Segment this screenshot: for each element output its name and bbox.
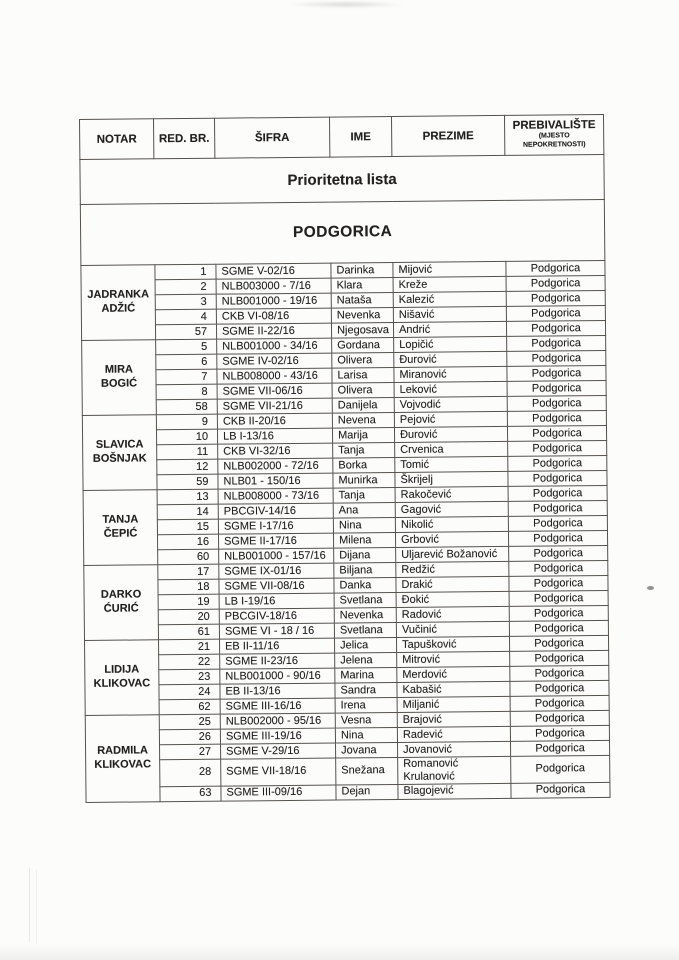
cell-mjesto: Podgorica	[508, 485, 607, 501]
cell-sifra: SGME III-16/16	[220, 698, 335, 714]
section-title: Prioritetna lista	[80, 154, 604, 204]
cell-mjesto: Podgorica	[510, 725, 609, 741]
cell-sifra: NLB001000 - 19/16	[216, 293, 331, 309]
cell-mjesto: Podgorica	[508, 470, 607, 486]
cell-mjesto: Podgorica	[509, 560, 608, 576]
notar-name-cell: MIRA BOGIĆ	[82, 340, 157, 416]
cell-sifra: SGME II-22/16	[216, 323, 331, 339]
cell-ime: Danka	[334, 577, 396, 593]
cell-mjesto: Podgorica	[509, 575, 608, 591]
cell-no: 9	[156, 414, 217, 430]
notar-name-cell: LIDIJA KLIKOVAC	[85, 640, 160, 716]
cell-prezime: Mijović	[393, 261, 506, 277]
cell-no: 8	[156, 384, 217, 400]
cell-prezime: Đokić	[396, 591, 509, 607]
cell-no: 7	[156, 369, 217, 385]
col-header-prezime: PREZIME	[391, 115, 504, 156]
col-header-sifra: ŠIFRA	[214, 117, 329, 158]
cell-mjesto: Podgorica	[509, 545, 608, 561]
cell-prezime: Kreže	[393, 276, 506, 292]
cell-ime: Gordana	[332, 337, 394, 353]
cell-sifra: NLB002000 - 95/16	[220, 713, 335, 729]
cell-mjesto: Podgorica	[509, 620, 608, 636]
cell-mjesto: Podgorica	[506, 290, 605, 306]
scan-artifact-smudge	[287, 1, 405, 8]
cell-no: 14	[157, 504, 218, 520]
cell-prezime: Uljarević Božanović	[396, 546, 509, 562]
cell-mjesto: Podgorica	[508, 455, 607, 471]
cell-ime: Jovana	[336, 742, 398, 758]
cell-prezime: Romanović Krulanović	[398, 756, 511, 784]
cell-no: 26	[159, 729, 220, 745]
cell-sifra: CKB VI-08/16	[216, 308, 331, 324]
cell-ime: Jelena	[335, 652, 397, 668]
cell-ime: Tanja	[333, 487, 395, 503]
cell-prezime: Mitrović	[397, 651, 510, 667]
cell-mjesto: Podgorica	[509, 590, 608, 606]
col-header-prebivaliste-subtitle: (MJESTO NEPOKRETNOSTI)	[522, 132, 586, 149]
cell-prezime: Rakočević	[395, 486, 508, 502]
cell-no: 58	[156, 399, 217, 415]
cell-ime: Irena	[335, 697, 397, 713]
cell-no: 63	[160, 786, 221, 802]
cell-ime: Nevenka	[331, 307, 393, 323]
cell-mjesto: Podgorica	[506, 320, 605, 336]
cell-mjesto: Podgorica	[508, 500, 607, 516]
cell-mjesto: Podgorica	[508, 530, 607, 546]
cell-sifra: CKB II-20/16	[217, 413, 332, 429]
cell-sifra: SGME I-17/16	[218, 518, 333, 534]
cell-no: 23	[159, 669, 220, 685]
cell-ime: Marija	[332, 427, 394, 443]
cell-mjesto: Podgorica	[506, 305, 605, 321]
scan-artifact-dot	[647, 586, 654, 590]
cell-no: 10	[156, 429, 217, 445]
cell-no: 22	[159, 654, 220, 670]
col-header-notar: NOTAR	[80, 119, 154, 160]
cell-no: 15	[157, 519, 218, 535]
cell-mjesto: Podgorica	[507, 335, 606, 351]
cell-mjesto: Podgorica	[507, 410, 606, 426]
cell-no: 57	[155, 324, 216, 340]
cell-ime: Borka	[333, 457, 395, 473]
cell-mjesto: Podgorica	[507, 380, 606, 396]
cell-prezime: Vojvodić	[394, 396, 507, 412]
cell-no: 5	[156, 339, 217, 355]
cell-prezime: Merdović	[397, 666, 510, 682]
cell-mjesto: Podgorica	[510, 680, 609, 696]
cell-mjesto: Podgorica	[507, 395, 606, 411]
cell-prezime: Đurović	[394, 351, 507, 367]
cell-mjesto: Podgorica	[507, 425, 606, 441]
cell-ime: Svetlana	[334, 622, 396, 638]
cell-prezime: Grbović	[395, 531, 508, 547]
cell-mjesto: Podgorica	[510, 740, 609, 756]
cell-ime: Jelica	[334, 637, 396, 653]
cell-prezime: Gagović	[395, 501, 508, 517]
cell-prezime: Đurović	[394, 426, 507, 442]
col-header-prebivaliste-title: PREBIVALIŠTE	[512, 119, 596, 133]
cell-no: 59	[157, 474, 218, 490]
table-header-row	[80, 114, 604, 159]
cell-no: 60	[158, 549, 219, 565]
cell-no: 61	[158, 624, 219, 640]
cell-prezime: Blagojević	[398, 783, 511, 799]
city-title-row	[80, 199, 605, 265]
cell-no: 11	[157, 444, 218, 460]
cell-mjesto: Podgorica	[510, 665, 609, 681]
cell-ime: Nina	[333, 517, 395, 533]
cell-sifra: CKB VI-32/16	[218, 443, 333, 459]
notar-name-cell: JADRANKA ADŽIĆ	[81, 265, 156, 341]
cell-mjesto: Podgorica	[508, 440, 607, 456]
cell-mjesto: Podgorica	[507, 350, 606, 366]
cell-sifra: LB I-13/16	[217, 428, 332, 444]
col-header-red-br: RED. BR.	[154, 118, 215, 159]
cell-mjesto: Podgorica	[511, 782, 610, 798]
cell-prezime: Andrić	[393, 321, 506, 337]
cell-mjesto: Podgorica	[507, 365, 606, 381]
cell-prezime: Kalezić	[393, 291, 506, 307]
cell-sifra: NLB008000 - 73/16	[218, 488, 333, 504]
notar-name-cell: SLAVICA BOŠNJAK	[82, 415, 157, 491]
cell-prezime: Miljanić	[397, 696, 510, 712]
cell-ime: Dijana	[334, 547, 396, 563]
cell-ime: Munirka	[333, 472, 395, 488]
cell-no: 24	[159, 684, 220, 700]
cell-sifra: SGME VI - 18 / 16	[219, 623, 334, 639]
cell-sifra: SGME VII-08/16	[219, 578, 334, 594]
cell-no: 27	[160, 744, 221, 760]
cell-sifra: LB I-19/16	[219, 593, 334, 609]
cell-sifra: EB II-11/16	[219, 638, 334, 654]
cell-ime: Darinka	[331, 262, 393, 278]
cell-sifra: NLB001000 - 34/16	[217, 338, 332, 354]
cell-ime: Larisa	[332, 367, 394, 383]
cell-prezime: Radović	[396, 606, 509, 622]
cell-prezime: Jovanović	[397, 741, 510, 757]
cell-sifra: SGME III-09/16	[221, 785, 336, 801]
table-body	[81, 260, 610, 802]
cell-ime: Sandra	[335, 682, 397, 698]
scan-edge-shadow	[0, 944, 679, 960]
notar-name-cell: TANJA ČEPIĆ	[83, 490, 158, 566]
notar-name-cell: DARKO ĆURIĆ	[84, 565, 159, 641]
cell-ime: Tanja	[333, 442, 395, 458]
cell-no: 16	[157, 534, 218, 550]
cell-sifra: SGME V-29/16	[221, 743, 336, 759]
cell-no: 62	[159, 699, 220, 715]
cell-no: 20	[158, 609, 219, 625]
cell-prezime: Tapušković	[396, 636, 509, 652]
cell-prezime: Tomić	[395, 456, 508, 472]
cell-prezime: Leković	[394, 381, 507, 397]
cell-prezime: Brajović	[397, 711, 510, 727]
cell-ime: Nevena	[332, 412, 394, 428]
cell-ime: Nataša	[331, 292, 393, 308]
cell-sifra: SGME V-02/16	[216, 263, 331, 279]
cell-sifra: NLB003000 - 7/16	[216, 278, 331, 294]
cell-mjesto: Podgorica	[510, 710, 609, 726]
cell-ime: Njegosava	[331, 322, 393, 338]
cell-no: 1	[155, 264, 216, 280]
cell-prezime: Vučinić	[396, 621, 509, 637]
cell-prezime: Miranović	[394, 366, 507, 382]
cell-ime: Nina	[335, 727, 397, 743]
cell-sifra: SGME VII-21/16	[217, 398, 332, 414]
cell-sifra: SGME VII-06/16	[217, 383, 332, 399]
cell-prezime: Škrijelj	[395, 471, 508, 487]
cell-sifra: SGME VII-18/16	[221, 758, 336, 786]
cell-no: 21	[159, 639, 220, 655]
priority-list-document	[79, 114, 611, 803]
cell-sifra: SGME II-23/16	[220, 653, 335, 669]
cell-no: 18	[158, 579, 219, 595]
cell-prezime: Lopičić	[394, 336, 507, 352]
priority-list-table	[79, 114, 611, 803]
cell-sifra: NLB01 - 150/16	[218, 473, 333, 489]
cell-ime: Olivera	[332, 382, 394, 398]
cell-prezime: Drakić	[396, 576, 509, 592]
cell-ime: Olivera	[332, 352, 394, 368]
cell-sifra: NLB001000 - 157/16	[219, 548, 334, 564]
cell-sifra: NLB002000 - 72/16	[218, 458, 333, 474]
cell-prezime: Kabašić	[397, 681, 510, 697]
scan-artifact-lines	[29, 868, 30, 942]
cell-sifra: SGME III-19/16	[220, 728, 335, 744]
cell-mjesto: Podgorica	[511, 755, 610, 783]
cell-mjesto: Podgorica	[509, 635, 608, 651]
cell-no: 25	[159, 714, 220, 730]
cell-mjesto: Podgorica	[510, 650, 609, 666]
cell-ime: Vesna	[335, 712, 397, 728]
cell-ime: Danijela	[332, 397, 394, 413]
city-title: PODGORICA	[80, 199, 605, 265]
cell-mjesto: Podgorica	[506, 275, 605, 291]
cell-prezime: Nikolić	[395, 516, 508, 532]
cell-no: 17	[158, 564, 219, 580]
cell-sifra: PBCGIV-18/16	[219, 608, 334, 624]
cell-no: 3	[155, 294, 216, 310]
cell-mjesto: Podgorica	[509, 605, 608, 621]
cell-sifra: PBCGIV-14/16	[218, 503, 333, 519]
cell-prezime: Pejović	[394, 411, 507, 427]
cell-sifra: SGME II-17/16	[218, 533, 333, 549]
cell-prezime: Crvenica	[395, 441, 508, 457]
cell-ime: Dejan	[336, 784, 398, 800]
cell-ime: Svetlana	[334, 592, 396, 608]
cell-no: 12	[157, 459, 218, 475]
cell-ime: Biljana	[334, 562, 396, 578]
col-header-prebivaliste	[504, 114, 603, 155]
cell-ime: Nevenka	[334, 607, 396, 623]
cell-sifra: EB II-13/16	[220, 683, 335, 699]
cell-no: 6	[156, 354, 217, 370]
cell-no: 13	[157, 489, 218, 505]
cell-no: 4	[155, 309, 216, 325]
cell-mjesto: Podgorica	[508, 515, 607, 531]
cell-sifra: NLB008000 - 43/16	[217, 368, 332, 384]
cell-mjesto: Podgorica	[506, 260, 605, 276]
cell-prezime: Nišavić	[393, 306, 506, 322]
notar-name-cell: RADMILA KLIKOVAC	[85, 715, 160, 803]
col-header-ime: IME	[329, 117, 391, 158]
section-title-row	[80, 154, 604, 204]
cell-no: 19	[158, 594, 219, 610]
cell-sifra: SGME IV-02/16	[217, 353, 332, 369]
cell-prezime: Redžić	[396, 561, 509, 577]
cell-ime: Klara	[331, 277, 393, 293]
cell-no: 28	[160, 759, 221, 787]
cell-ime: Marina	[335, 667, 397, 683]
cell-ime: Milena	[333, 532, 395, 548]
cell-mjesto: Podgorica	[510, 695, 609, 711]
cell-no: 2	[155, 279, 216, 295]
cell-sifra: SGME IX-01/16	[219, 563, 334, 579]
cell-sifra: NLB001000 - 90/16	[220, 668, 335, 684]
cell-ime: Ana	[333, 502, 395, 518]
cell-prezime: Radević	[397, 726, 510, 742]
cell-ime: Snežana	[336, 757, 398, 785]
